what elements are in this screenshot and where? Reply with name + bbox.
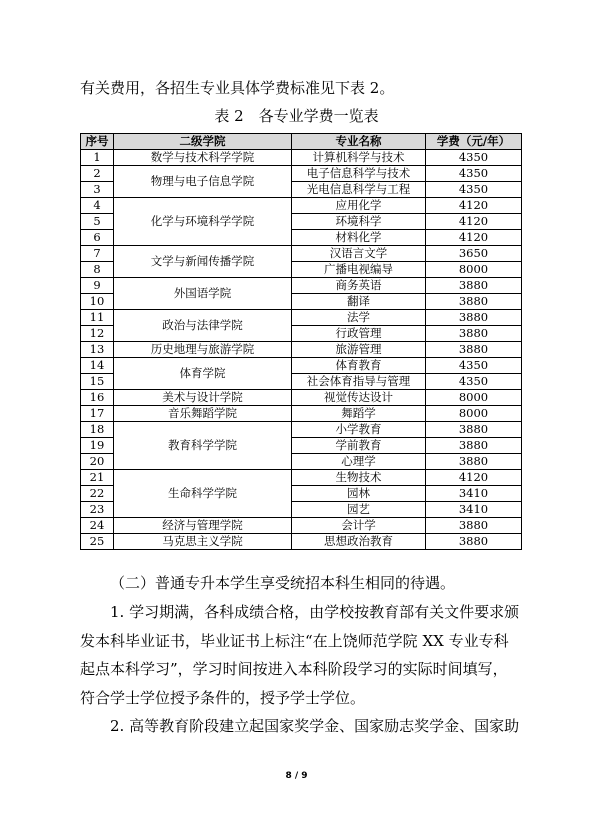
table-row — [81, 278, 522, 294]
row-no: 22 — [81, 486, 114, 502]
row-no: 7 — [81, 246, 114, 262]
row-fee: 4120 — [426, 198, 522, 214]
row-college: 教育科学学院 — [114, 422, 292, 470]
row-major: 会计学 — [292, 518, 426, 534]
row-fee: 8000 — [426, 390, 522, 406]
paragraph-item-2: 2. 高等教育阶段建立起国家奖学金、国家励志奖学金、国家助 — [110, 717, 520, 735]
row-fee: 4350 — [426, 166, 522, 182]
row-major: 行政管理 — [292, 326, 426, 342]
row-no: 10 — [81, 294, 114, 310]
row-no: 6 — [81, 230, 114, 246]
row-no: 20 — [81, 454, 114, 470]
intro-text: 有关费用，各招生专业具体学费标准见下表 2。 — [80, 79, 395, 97]
row-college: 化学与环境科学学院 — [114, 198, 292, 246]
table-row — [81, 534, 522, 550]
row-no: 16 — [81, 390, 114, 406]
row-major: 翻译 — [292, 294, 426, 310]
table-row — [81, 358, 522, 374]
row-major: 体育教育 — [292, 358, 426, 374]
row-no: 19 — [81, 438, 114, 454]
row-fee: 3650 — [426, 246, 522, 262]
row-college: 政治与法律学院 — [114, 310, 292, 342]
table-row — [81, 310, 522, 326]
row-fee: 3410 — [426, 502, 522, 518]
row-college: 生命科学学院 — [114, 470, 292, 518]
row-major: 电子信息科学与技术 — [292, 166, 426, 182]
row-major: 计算机科学与技术 — [292, 150, 426, 166]
row-fee: 4120 — [426, 230, 522, 246]
table-caption: 表 2 各专业学费一览表 — [214, 107, 379, 125]
row-fee: 3410 — [426, 486, 522, 502]
row-major: 视觉传达设计 — [292, 390, 426, 406]
row-major: 汉语言文学 — [292, 246, 426, 262]
table-row — [81, 406, 522, 422]
row-no: 8 — [81, 262, 114, 278]
row-major: 思想政治教育 — [292, 534, 426, 550]
row-no: 18 — [81, 422, 114, 438]
row-fee: 3880 — [426, 342, 522, 358]
paragraph-item-1: 1. 学习期满，各科成绩合格，由学校按教育部有关文件要求颁发本科毕业证书，毕业证书上标注“在上饶师范学院 XX 专业专科起点本科学习”，学习时间按进入本科阶段学习的实际时间填写，符合学士学位授予条件的，授予学士学位。 — [80, 603, 520, 707]
row-college: 音乐舞蹈学院 — [114, 406, 292, 422]
row-major: 社会体育指导与管理 — [292, 374, 426, 390]
row-major: 广播电视编导 — [292, 262, 426, 278]
row-fee: 3880 — [426, 422, 522, 438]
row-no: 12 — [81, 326, 114, 342]
row-college: 历史地理与旅游学院 — [114, 342, 292, 358]
row-no: 3 — [81, 182, 114, 198]
row-fee: 3880 — [426, 518, 522, 534]
row-college: 物理与电子信息学院 — [114, 166, 292, 198]
table-row — [81, 518, 522, 534]
row-fee: 3880 — [426, 454, 522, 470]
row-fee: 8000 — [426, 262, 522, 278]
row-fee: 4120 — [426, 470, 522, 486]
table-row — [81, 246, 522, 262]
row-major: 旅游管理 — [292, 342, 426, 358]
table-header-row — [81, 134, 522, 150]
row-fee: 8000 — [426, 406, 522, 422]
row-college: 经济与管理学院 — [114, 518, 292, 534]
row-no: 13 — [81, 342, 114, 358]
fee-table — [80, 133, 522, 550]
header-major: 专业名称 — [292, 134, 426, 150]
row-no: 9 — [81, 278, 114, 294]
row-no: 5 — [81, 214, 114, 230]
row-major: 心理学 — [292, 454, 426, 470]
row-fee: 3880 — [426, 294, 522, 310]
paragraph-section-heading: （二）普通专升本学生享受统招本科生相同的待遇。 — [110, 574, 456, 592]
row-fee: 4350 — [426, 150, 522, 166]
row-fee: 3880 — [426, 310, 522, 326]
row-no: 21 — [81, 470, 114, 486]
row-fee: 4350 — [426, 358, 522, 374]
row-fee: 3880 — [426, 438, 522, 454]
row-fee: 3880 — [426, 278, 522, 294]
row-fee: 4350 — [426, 182, 522, 198]
row-major: 应用化学 — [292, 198, 426, 214]
row-major: 环境科学 — [292, 214, 426, 230]
table-row — [81, 470, 522, 486]
row-major: 法学 — [292, 310, 426, 326]
row-major: 园艺 — [292, 502, 426, 518]
row-major: 学前教育 — [292, 438, 426, 454]
row-major: 光电信息科学与工程 — [292, 182, 426, 198]
row-no: 24 — [81, 518, 114, 534]
row-college: 美术与设计学院 — [114, 390, 292, 406]
table-row — [81, 166, 522, 182]
row-major: 园林 — [292, 486, 426, 502]
row-college: 外国语学院 — [114, 278, 292, 310]
page-number: 8 / 9 — [285, 771, 308, 781]
row-no: 23 — [81, 502, 114, 518]
table-row — [81, 422, 522, 438]
row-major: 生物技术 — [292, 470, 426, 486]
row-no: 17 — [81, 406, 114, 422]
table-row — [81, 390, 522, 406]
row-no: 2 — [81, 166, 114, 182]
row-fee: 3880 — [426, 326, 522, 342]
row-no: 14 — [81, 358, 114, 374]
row-college: 马克思主义学院 — [114, 534, 292, 550]
row-college: 文学与新闻传播学院 — [114, 246, 292, 278]
header-fee: 学费（元/年） — [426, 134, 522, 150]
header-college: 二级学院 — [114, 134, 292, 150]
table-row — [81, 342, 522, 358]
row-no: 1 — [81, 150, 114, 166]
row-major: 商务英语 — [292, 278, 426, 294]
table-row — [81, 198, 522, 214]
row-major: 小学教育 — [292, 422, 426, 438]
row-fee: 4120 — [426, 214, 522, 230]
row-fee: 4350 — [426, 374, 522, 390]
row-no: 11 — [81, 310, 114, 326]
row-major: 舞蹈学 — [292, 406, 426, 422]
row-no: 25 — [81, 534, 114, 550]
row-no: 4 — [81, 198, 114, 214]
row-no: 15 — [81, 374, 114, 390]
row-college: 数学与技术科学学院 — [114, 150, 292, 166]
row-major: 材料化学 — [292, 230, 426, 246]
table-row — [81, 150, 522, 166]
row-fee: 3880 — [426, 534, 522, 550]
row-college: 体育学院 — [114, 358, 292, 390]
header-no: 序号 — [81, 134, 114, 150]
